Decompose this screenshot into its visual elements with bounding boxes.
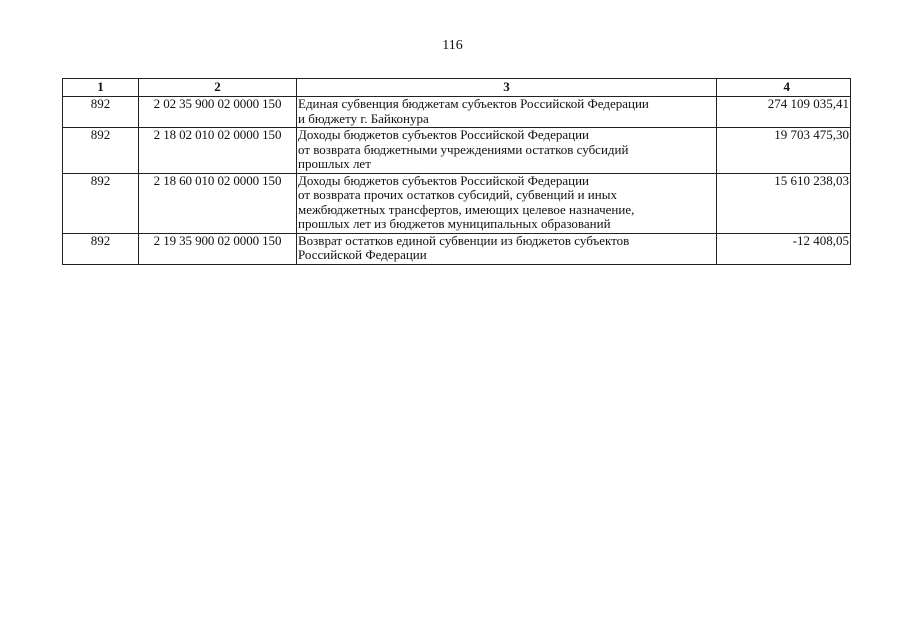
income-name-line: Единая субвенция бюджетам субъектов Российской Федерации (298, 96, 649, 111)
income-name-line: Доходы бюджетов субъектов Российской Федерации (298, 172, 589, 188)
table-header-row (63, 79, 851, 97)
page-number: 116 (442, 38, 463, 53)
amount-cell: 19 703 475,30 (717, 128, 851, 174)
admin-code-cell: 892 (63, 173, 139, 233)
budget-code-cell: 2 18 60 010 02 0000 150 (139, 173, 297, 233)
amount-cell: 274 109 035,41 (717, 97, 851, 128)
income-name-line: прошлых лет (298, 156, 371, 171)
income-name-cell (297, 233, 717, 264)
income-name-line: Российской Федерации (298, 247, 427, 262)
income-name-line: прошлых лет из бюджетов муниципальных образований (298, 216, 611, 231)
income-name-cell (297, 97, 717, 128)
income-name-cell (297, 173, 717, 233)
income-name-line: межбюджетных трансфертов, имеющих целевое назначение, (298, 201, 635, 217)
admin-code-cell: 892 (63, 97, 139, 128)
column-header-1: 1 (63, 79, 139, 97)
column-header-2: 2 (139, 79, 297, 97)
admin-code-cell: 892 (63, 128, 139, 174)
income-name-cell (297, 128, 717, 174)
income-name-line: от возврата бюджетными учреждениями остатков субсидий (298, 141, 629, 157)
column-header-4: 4 (717, 79, 851, 97)
table-row (63, 128, 851, 174)
income-name-line: Доходы бюджетов субъектов Российской Федерации (298, 127, 589, 142)
admin-code-cell: 892 (63, 233, 139, 264)
column-header-3: 3 (297, 79, 717, 97)
table-row (63, 173, 851, 233)
income-name-line: и бюджету г. Байконура (298, 110, 429, 126)
income-name-line: от возврата прочих остатков субсидий, субвенций и иных (298, 187, 617, 202)
income-name-line: Возврат остатков единой субвенции из бюджетов субъектов (298, 232, 630, 248)
table-row (63, 233, 851, 264)
budget-code-cell: 2 18 02 010 02 0000 150 (139, 128, 297, 174)
budget-table (62, 78, 851, 265)
table-row (63, 97, 851, 128)
amount-cell: 15 610 238,03 (717, 173, 851, 233)
budget-code-cell: 2 02 35 900 02 0000 150 (139, 97, 297, 128)
budget-code-cell: 2 19 35 900 02 0000 150 (139, 233, 297, 264)
amount-cell: -12 408,05 (717, 233, 851, 264)
